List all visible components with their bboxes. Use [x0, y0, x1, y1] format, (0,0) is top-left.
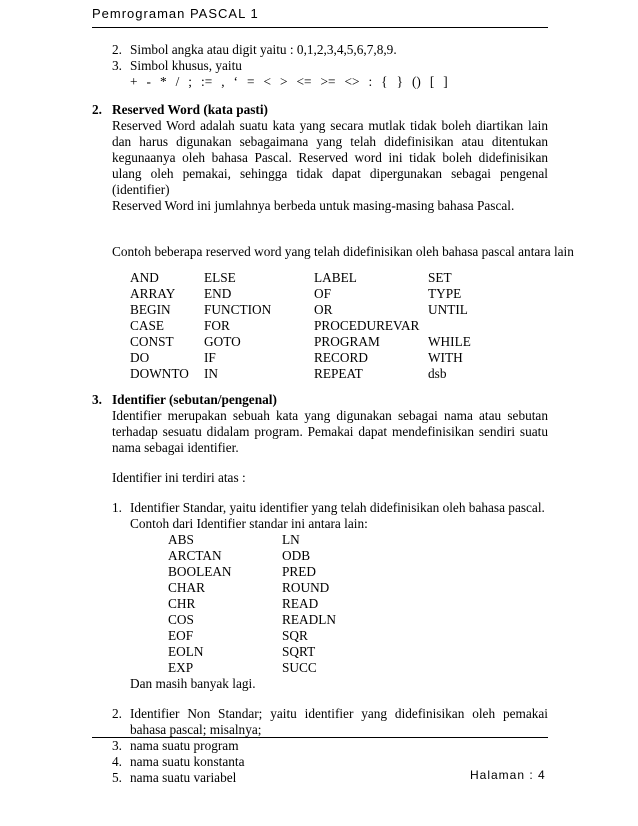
symbol: *	[159, 74, 167, 89]
footer-rule	[92, 737, 548, 738]
standard-identifier: COS	[168, 612, 194, 627]
list-number: 3.	[112, 58, 122, 73]
section-number: 2.	[92, 102, 102, 117]
symbol: :=	[201, 74, 213, 89]
reserved-word: WITH	[428, 350, 463, 365]
page-content	[92, 42, 574, 786]
list-number: 1.	[112, 500, 122, 515]
standard-identifier: PRED	[282, 564, 316, 579]
reserved-word: DOWNTO	[130, 366, 189, 381]
reserved-word: GOTO	[204, 334, 241, 349]
table-row	[92, 548, 548, 564]
list-subtext	[92, 516, 548, 532]
special-symbols-row	[92, 74, 548, 90]
table-row	[92, 302, 548, 318]
symbol: :	[368, 74, 373, 89]
section-title: Identifier (sebutan/pengenal)	[112, 392, 277, 407]
identifier-table	[92, 532, 548, 676]
table-row	[92, 334, 548, 350]
list-text: Contoh dari Identifier standar ini antara lain:	[130, 516, 368, 531]
table-row	[92, 532, 548, 548]
standard-identifier: SUCC	[282, 660, 317, 675]
standard-identifier: READLN	[282, 612, 336, 627]
list-number: 4.	[112, 754, 122, 769]
table-row	[92, 660, 548, 676]
reserved-word: OF	[314, 286, 331, 301]
paragraph: Identifier ini terdiri atas :	[112, 470, 246, 485]
list-item	[92, 58, 548, 74]
table-row	[92, 270, 548, 286]
table-row	[92, 286, 548, 302]
reserved-word: PROCEDUREVAR	[314, 318, 420, 333]
section-heading	[92, 392, 548, 408]
symbol: <=	[296, 74, 312, 89]
standard-identifier: EOF	[168, 628, 194, 643]
symbol: =	[246, 74, 255, 89]
symbol: }	[396, 74, 403, 89]
reserved-word: IF	[204, 350, 216, 365]
list-number: 3.	[112, 738, 122, 753]
symbol: /	[175, 74, 180, 89]
symbol: {	[381, 74, 388, 89]
paragraph: Contoh beberapa reserved word yang telah didefinisikan oleh bahasa pascal antara lain	[112, 244, 574, 259]
reserved-word: IN	[204, 366, 219, 381]
reserved-word: FUNCTION	[204, 302, 272, 317]
list-number: 2.	[112, 706, 122, 721]
list-text: Simbol angka atau digit yaitu : 0,1,2,3,4,5,6,7,8,9.	[130, 42, 397, 57]
standard-identifier: SQRT	[282, 644, 316, 659]
reserved-word: ELSE	[204, 270, 236, 285]
paragraph: Reserved Word adalah suatu kata yang secara mutlak tidak boleh diartikan lain dan harus digunakan sebagaimana yang telah didefinisikan atau ditentukan kegunaanya oleh bahasa Pascal. Reserved word ini tidak boleh didefinisikan ulang oleh pemakai, sehingga tidak dapat dipergunakan sebagai pengenal (identifier)	[112, 118, 548, 197]
symbol: ;	[188, 74, 192, 89]
list-text: nama suatu konstanta	[130, 754, 245, 769]
reserved-word: RECORD	[314, 350, 368, 365]
table-row	[92, 596, 548, 612]
reserved-word: UNTIL	[428, 302, 468, 317]
paragraph: Reserved Word ini jumlahnya berbeda untuk masing-masing bahasa Pascal.	[112, 198, 515, 213]
reserved-word: FOR	[204, 318, 230, 333]
reserved-word: TYPE	[428, 286, 462, 301]
reserved-word: WHILE	[428, 334, 471, 349]
symbol: +	[130, 74, 138, 89]
table-row	[92, 644, 548, 660]
symbol: ()	[411, 74, 421, 89]
standard-identifier: CHAR	[168, 580, 205, 595]
section-number: 3.	[92, 392, 102, 407]
page-header-title: Pemrograman PASCAL 1	[92, 6, 259, 21]
list-text: Identifier Standar, yaitu identifier yang telah didefinisikan oleh bahasa pascal.	[130, 500, 545, 515]
standard-identifier: EOLN	[168, 644, 204, 659]
page-number: Halaman : 4	[470, 768, 546, 782]
reserved-word: DO	[130, 350, 150, 365]
standard-identifier: ABS	[168, 532, 194, 547]
reserved-word: END	[204, 286, 232, 301]
reserved-word: AND	[130, 270, 159, 285]
list-item	[92, 738, 548, 754]
list-text: nama suatu program	[130, 738, 239, 753]
symbol: [	[429, 74, 435, 89]
section-title: Reserved Word (kata pasti)	[112, 102, 268, 117]
standard-identifier: ROUND	[282, 580, 330, 595]
standard-identifier: READ	[282, 596, 319, 611]
symbol: <	[263, 74, 271, 89]
list-number: 5.	[112, 770, 122, 785]
reserved-word: SET	[428, 270, 452, 285]
special-symbols	[130, 74, 457, 90]
list-item	[92, 500, 548, 516]
reserved-word: OR	[314, 302, 333, 317]
list-text: Identifier Non Standar; yaitu identifier yang didefinisikan oleh pemakai bahasa pascal; misalnya;	[130, 706, 548, 737]
symbol: ]	[443, 74, 448, 89]
table-row	[92, 366, 548, 382]
paragraph: Identifier merupakan sebuah kata yang digunakan sebagai nama atau sebutan terhadap sesuatu didalam program. Pemakai dapat mendefinisikan sendiri suatu nama sebagai identifier.	[112, 408, 548, 455]
reserved-word: LABEL	[314, 270, 357, 285]
list-text: Simbol khusus, yaitu	[130, 58, 242, 73]
reserved-word: PROGRAM	[314, 334, 380, 349]
reserved-word: dsb	[428, 366, 447, 381]
standard-identifier: SQR	[282, 628, 308, 643]
list-text: Dan masih banyak lagi.	[130, 676, 256, 691]
reserved-word: BEGIN	[130, 302, 171, 317]
list-text: nama suatu variabel	[130, 770, 237, 785]
header-rule	[92, 27, 548, 28]
reserved-word: CASE	[130, 318, 164, 333]
reserved-word: CONST	[130, 334, 174, 349]
list-number: 2.	[112, 42, 122, 57]
symbol: ‘	[233, 74, 238, 89]
table-row	[92, 628, 548, 644]
standard-identifier: BOOLEAN	[168, 564, 232, 579]
standard-identifier: ARCTAN	[168, 548, 222, 563]
symbol: ,	[221, 74, 225, 89]
table-row	[92, 318, 548, 334]
list-subtext	[92, 676, 548, 692]
standard-identifier: EXP	[168, 660, 194, 675]
table-row	[92, 350, 548, 366]
reserved-word-table	[92, 270, 548, 382]
standard-identifier: ODB	[282, 548, 311, 563]
standard-identifier: CHR	[168, 596, 196, 611]
table-row	[92, 580, 548, 596]
symbol: <>	[344, 74, 360, 89]
list-item	[92, 42, 548, 58]
reserved-word: ARRAY	[130, 286, 176, 301]
symbol: >=	[320, 74, 336, 89]
symbol: >	[279, 74, 288, 89]
reserved-word: REPEAT	[314, 366, 363, 381]
table-row	[92, 612, 548, 628]
symbol: -	[146, 74, 151, 89]
section-heading	[92, 102, 548, 118]
standard-identifier: LN	[282, 532, 300, 547]
table-row	[92, 564, 548, 580]
